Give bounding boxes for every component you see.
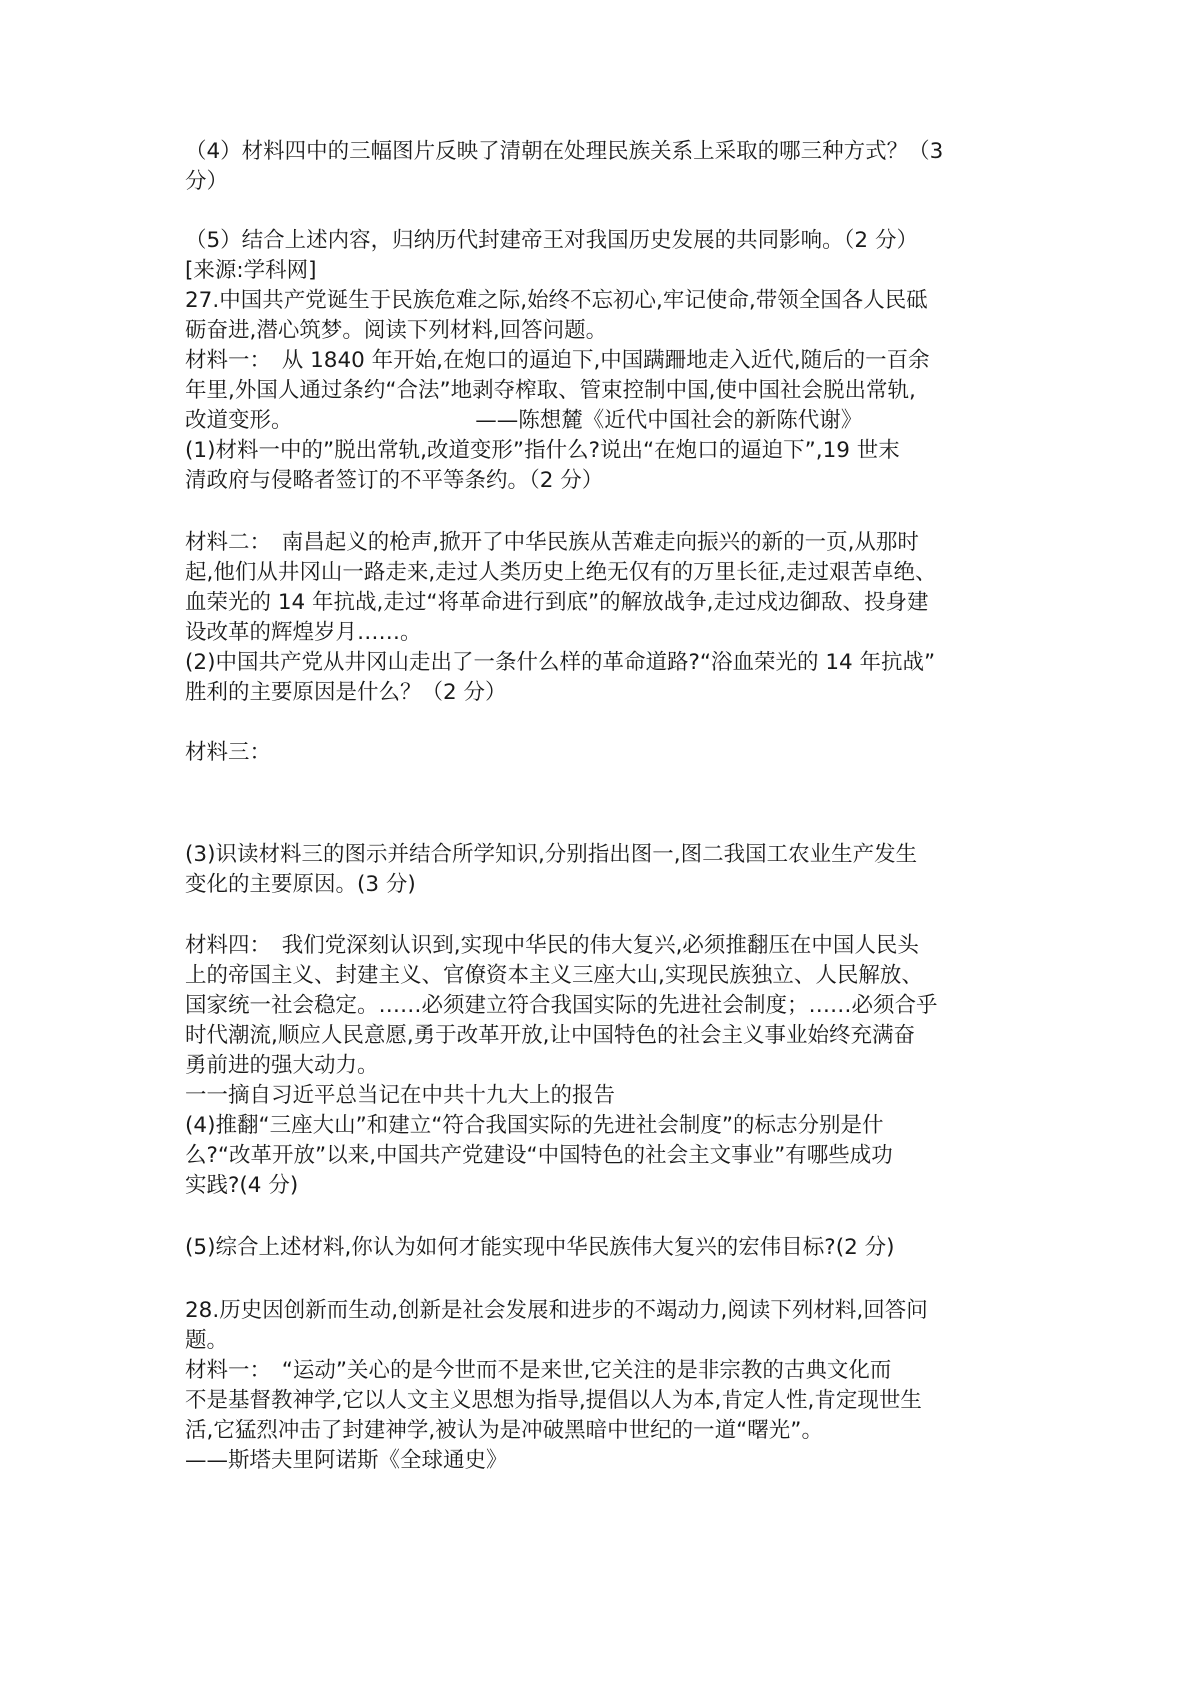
text-line: 胜利的主要原因是什么？（2 分） — [185, 680, 507, 705]
text-line: 实践?(4 分) — [185, 1173, 299, 1198]
citation: ——斯塔夫里阿诺斯《全球通史》 — [185, 1448, 508, 1473]
question-28-text: 28.历史因创新而生动,创新是社会发展和进步的不竭动力,阅读下列材料,回答问 — [185, 1298, 928, 1323]
text-line: 么?“改革开放”以来,中国共产党建设“中国特色的社会主文事业”有哪些成功 — [185, 1143, 893, 1168]
text-line: 设改革的辉煌岁月……。 — [185, 620, 422, 645]
material-4-text: 材料四： 我们党深刻认识到,实现中华民的伟大复兴,必须推翻压在中国人民头 — [185, 933, 919, 958]
text-line: 上的帝国主义、封建主义、官僚资本主义三座大山,实现民族独立、人民解放、 — [185, 963, 923, 988]
text-line: 分） — [185, 169, 229, 194]
text-line: 变化的主要原因。(3 分) — [185, 872, 416, 897]
material-3-label: 材料三： — [185, 740, 272, 765]
source-note: [来源:学科网] — [185, 258, 317, 283]
text-line: 起,他们从井冈山一路走来,走过人类历史上绝无仅有的万里长征,走过艰苦卓绝、 — [185, 560, 937, 585]
text-line: 年里,外国人通过条约“合法”地剥夺榨取、管束控制中国,使中国社会脱出常轨, — [185, 378, 916, 403]
text-line: 国家统一社会稳定。……必须建立符合我国实际的先进社会制度；……必须合乎 — [185, 993, 938, 1018]
sub-question-4: (4)推翻“三座大山”和建立“符合我国实际的先进社会制度”的标志分别是什 — [185, 1113, 884, 1138]
text-line: 清政府与侵略者签订的不平等条约。（2 分） — [185, 468, 604, 493]
sub-question-1: (1)材料一中的”脱出常轨,改道变形”指什么?说出“在炮口的逼迫下”,19 世末 — [185, 438, 900, 463]
sub-question-5: (5)综合上述材料,你认为如何才能实现中华民族伟大复兴的宏伟目标?(2 分) — [185, 1235, 895, 1260]
text-line: 血荣光的 14 年抗战,走过“将革命进行到底”的解放战争,走过戍边御敌、投身建 — [185, 590, 929, 615]
sub-question-3: (3)识读材料三的图示并结合所学知识,分别指出图一,图二我国工农业生产发生 — [185, 842, 918, 867]
material-1-text: 材料一： “运动”关心的是今世而不是来世,它关注的是非宗教的古典文化而 — [185, 1358, 892, 1383]
sub-question-2: (2)中国共产党从井冈山走出了一条什么样的革命道路?“浴血荣光的 14 年抗战” — [185, 650, 936, 675]
text-line: 勇前进的强大动力。 — [185, 1053, 379, 1078]
text-line: 不是基督教神学,它以人文主义思想为指导,提倡以人为本,肯定人性,肯定现世生 — [185, 1388, 922, 1413]
text-line: 改道变形。 ——陈想麓《近代中国社会的新陈代谢》 — [185, 408, 863, 433]
text-line: （5）结合上述内容，归纳历代封建帝王对我国历史发展的共同影响。（2 分） — [185, 228, 918, 253]
material-1-text: 材料一： 从 1840 年开始,在炮口的逼迫下,中国蹒跚地走入近代,随后的一百余 — [185, 348, 930, 373]
question-27-text: 27.中国共产党诞生于民族危难之际,始终不忘初心,牢记使命,带领全国各人民砥 — [185, 288, 928, 313]
text-line: （4）材料四中的三幅图片反映了清朝在处理民族关系上采取的哪三种方式？（3 — [185, 139, 944, 164]
citation: 一一摘自习近平总当记在中共十九大上的报告 — [185, 1083, 616, 1108]
text-line: 时代潮流,顺应人民意愿,勇于改革开放,让中国特色的社会主义事业始终充满奋 — [185, 1023, 916, 1048]
text-line: 题。 — [185, 1328, 229, 1353]
material-2-text: 材料二： 南昌起义的枪声,掀开了中华民族从苦难走向振兴的新的一页,从那时 — [185, 530, 919, 555]
text-line: 砺奋进,潜心筑梦。阅读下列材料,回答问题。 — [185, 318, 608, 343]
text-line: 活,它猛烈冲击了封建神学,被认为是冲破黑暗中世纪的一道“曙光”。 — [185, 1418, 823, 1443]
